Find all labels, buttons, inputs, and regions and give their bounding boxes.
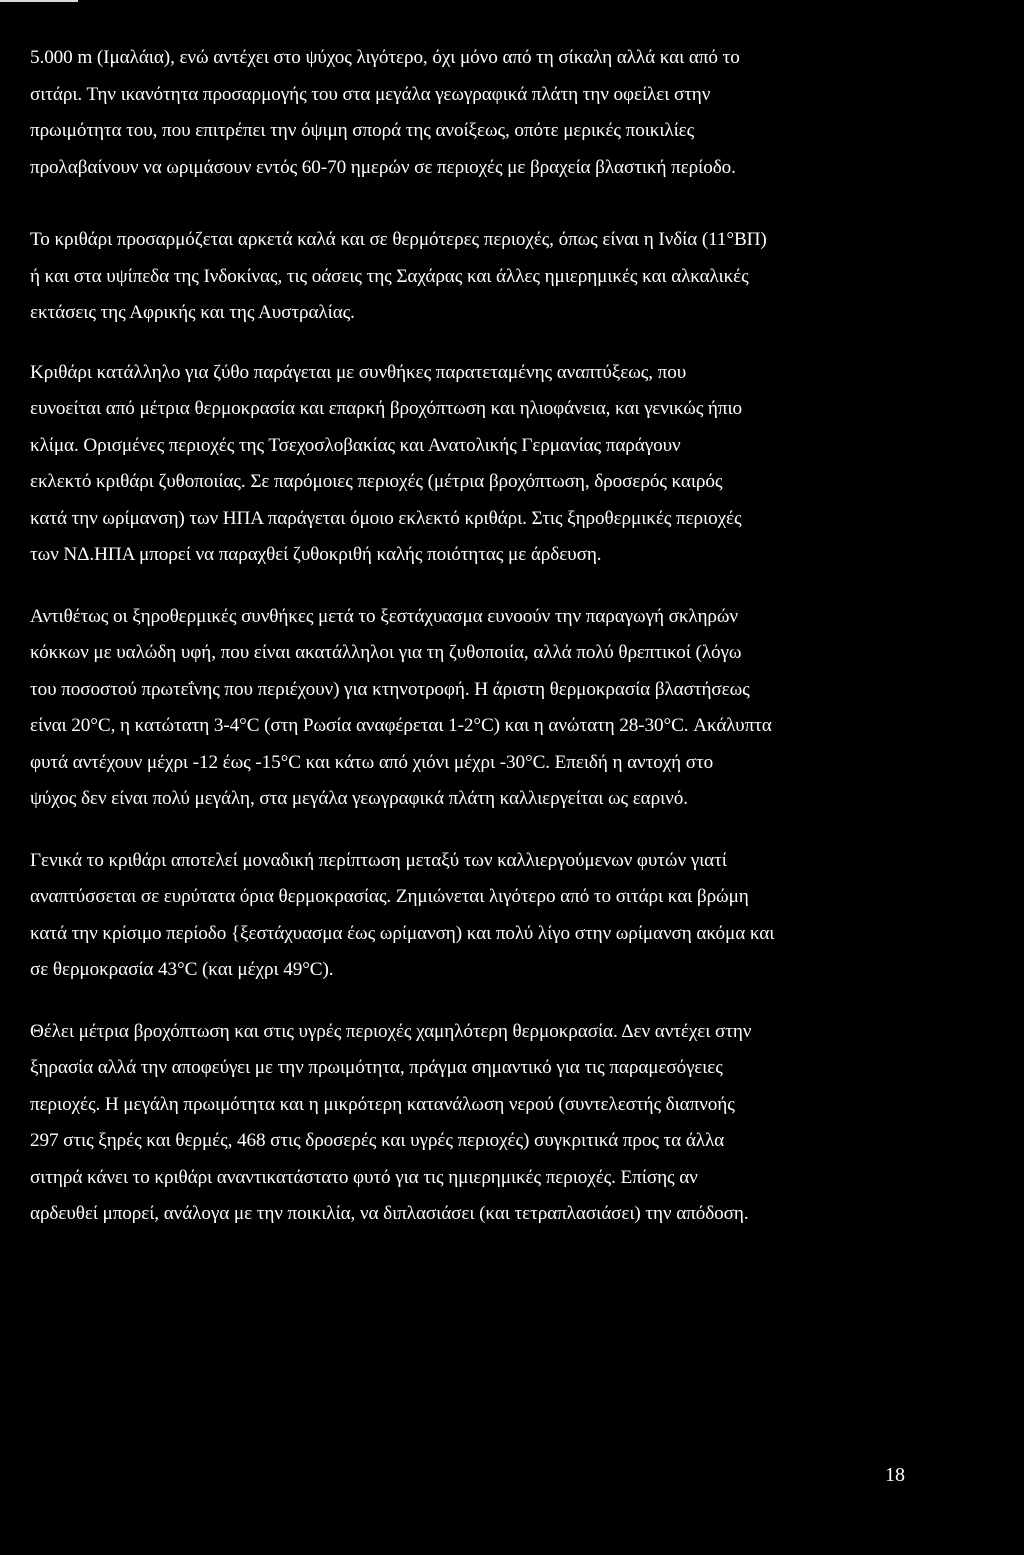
text-line: περιοχές. Η μεγάλη πρωιμότητα και η μικρότερη κατανάλωση νερού (συντελεστής διαπνοής bbox=[30, 1093, 735, 1115]
document-page bbox=[30, 40, 975, 1233]
text-line: σιτηρά κάνει το κριθάρι αναντικατάστατο φυτό για τις ημιερημικές περιοχές. Επίσης αν bbox=[30, 1166, 698, 1188]
text-line: του ποσοστού πρωτεΐνης που περιέχουν) για κτηνοτροφή. Η άριστη θερμοκρασία βλαστήσεως bbox=[30, 678, 750, 700]
text-line: 5.000 m (Ιμαλάια), ενώ αντέχει στο ψύχος λιγότερο, όχι μόνο από τη σίκαλη αλλά και από το bbox=[30, 47, 740, 68]
text-line: των ΝΔ.ΗΠΑ μπορεί να παραχθεί ζυθοκριθή καλής ποιότητας με άρδευση. bbox=[30, 544, 602, 565]
text-line: ξηρασία αλλά την αποφεύγει με την πρωιμότητα, πράγμα σημαντικό για τις παραμεσόγειες bbox=[30, 1057, 723, 1078]
text-line: 297 στις ξηρές και θερμές, 468 στις δροσερές και υγρές περιοχές) συγκριτικά προς τα άλλα bbox=[30, 1130, 725, 1151]
text-line: σε θερμοκρασία 43°C (και μέχρι 49°C). bbox=[30, 959, 334, 980]
text-line: προλαβαίνουν να ωριμάσουν εντός 60-70 ημερών σε περιοχές με βραχεία βλαστική περίοδο. bbox=[30, 156, 736, 178]
text-line: Το κριθάρι προσαρμόζεται αρκετά καλά και σε θερμότερες περιοχές, όπως είναι η Ινδία (11°ΒΠ) bbox=[30, 229, 767, 250]
paragraph-2 bbox=[30, 222, 975, 332]
text-line: αναπτύσσεται σε ευρύτατα όρια θερμοκρασίας. Ζημιώνεται λιγότερο από το σιτάρι και βρώμη bbox=[30, 886, 749, 907]
text-line: ευνοείται από μέτρια θερμοκρασία και επαρκή βροχόπτωση και ηλιοφάνεια, και γενικώς ήπιο bbox=[30, 398, 743, 419]
paragraph-3 bbox=[30, 355, 975, 574]
text-line: κόκκων με υαλώδη υφή, που είναι ακατάλληλοι για τη ζυθοποιία, αλλά πολύ θρεπτικοί (λόγω bbox=[30, 642, 742, 663]
paragraph-1 bbox=[30, 40, 975, 186]
text-line: Θέλει μέτρια βροχόπτωση και στις υγρές περιοχές χαμηλότερη θερμοκρασία. Δεν αντέχει στην bbox=[30, 1020, 752, 1042]
text-line: εκλεκτό κριθάρι ζυθοποιίας. Σε παρόμοιες περιοχές (μέτρια βροχόπτωση, δροσερός καιρός bbox=[30, 471, 723, 492]
paragraph-6 bbox=[30, 1014, 975, 1233]
text-line: κατά την ωρίμανση) των ΗΠΑ παράγεται όμοιο εκλεκτό κριθάρι. Στις ξηροθερμικές περιοχές bbox=[30, 507, 742, 529]
text-line: σιτάρι. Την ικανότητα προσαρμογής του στα μεγάλα γεωγραφικά πλάτη την οφείλει στην bbox=[30, 83, 711, 105]
text-line: ψύχος δεν είναι πολύ μεγάλη, στα μεγάλα γεωγραφικά πλάτη καλλιεργείται ως εαρινό. bbox=[30, 788, 688, 809]
top-edge-rule bbox=[0, 0, 78, 2]
text-line: κατά την κρίσιμο περίοδο {ξεστάχυασμα έως ωρίμανση) και πολύ λίγο στην ωρίμανση ακόμα και bbox=[30, 922, 775, 944]
page-number: 18 bbox=[885, 1464, 905, 1486]
text-line: Κριθάρι κατάλληλο για ζύθο παράγεται με συνθήκες παρατεταμένης αναπτύξεως, που bbox=[30, 361, 687, 383]
text-line: Γενικά το κριθάρι αποτελεί μοναδική περίπτωση μεταξύ των καλλιεργούμενων φυτών γιατί bbox=[30, 849, 727, 871]
text-line: φυτά αντέχουν μέχρι -12 έως -15°C και κάτω από χιόνι μέχρι -30°C. Επειδή η αντοχή στο bbox=[30, 751, 714, 773]
text-line: πρωιμότητα του, που επιτρέπει την όψιμη σπορά της ανοίξεως, οπότε μερικές ποικιλίες bbox=[30, 120, 695, 141]
text-line: εκτάσεις της Αφρικής και της Αυστραλίας. bbox=[30, 302, 355, 323]
text-line: ή και στα υψίπεδα της Ινδοκίνας, τις οάσεις της Σαχάρας και άλλες ημιερημικές και αλκαλικές bbox=[30, 265, 749, 287]
paragraph-4 bbox=[30, 599, 975, 818]
text-line: κλίμα. Ορισμένες περιοχές της Τσεχοσλοβακίας και Ανατολικής Γερμανίας παράγουν bbox=[30, 434, 681, 456]
text-line: Αντιθέτως οι ξηροθερμικές συνθήκες μετά το ξεστάχυασμα ευνοούν την παραγωγή σκληρών bbox=[30, 605, 738, 627]
text-line: είναι 20°C, η κατώτατη 3-4°C (στη Ρωσία αναφέρεται 1-2°C) και η ανώτατη 28-30°C. Ακάλυπτα bbox=[30, 715, 772, 736]
text-line: αρδευθεί μπορεί, ανάλογα με την ποικιλία, να διπλασιάσει (και τετραπλασιάσει) την απόδοση. bbox=[30, 1203, 749, 1224]
paragraph-5 bbox=[30, 843, 975, 989]
